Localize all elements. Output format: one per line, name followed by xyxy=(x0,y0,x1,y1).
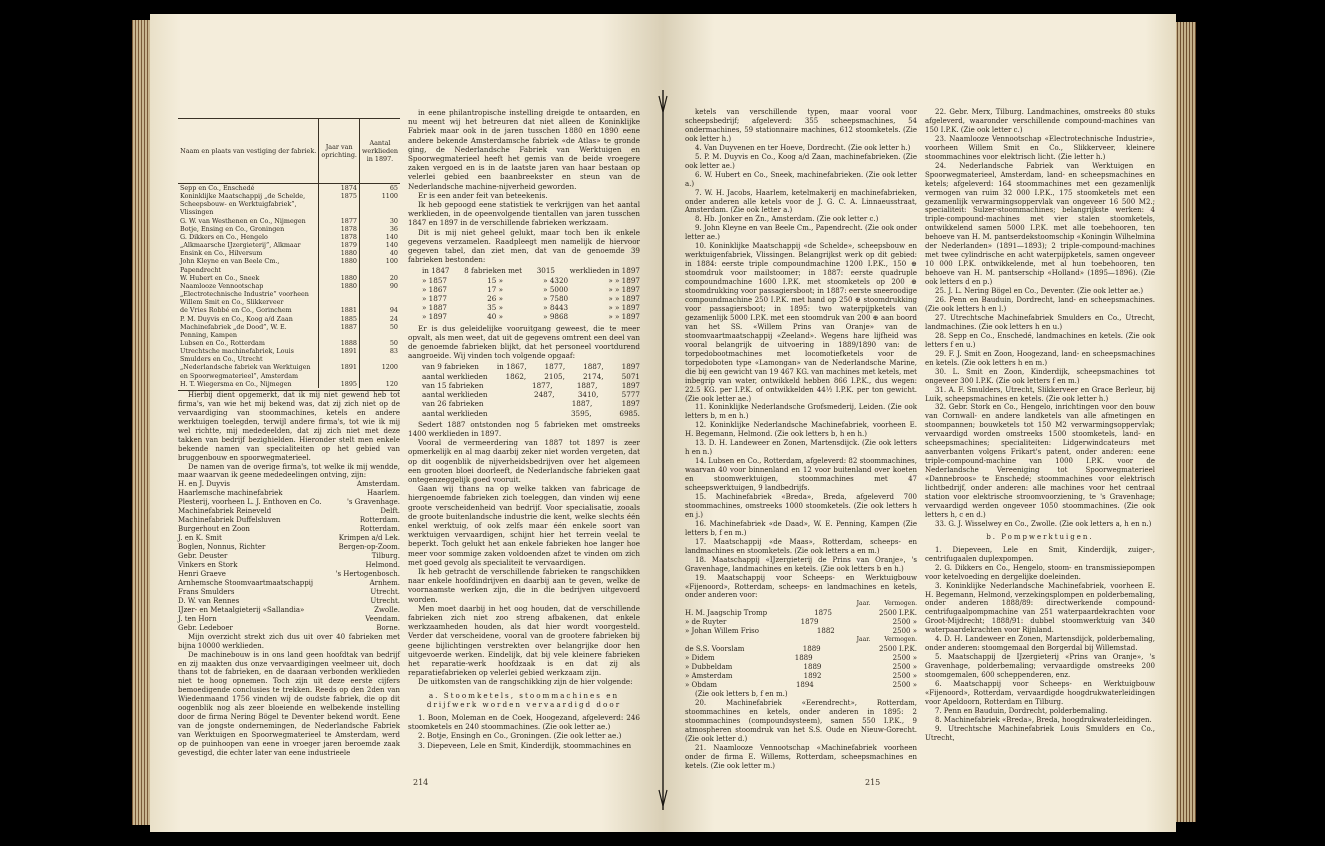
factory-table-header-workers: Aantal werklieden in 1897. xyxy=(359,119,400,184)
firm-location: Rotterdam. xyxy=(359,516,400,525)
ship-cell: 1889 xyxy=(803,663,822,672)
firm-location: Krimpen a/d Lek. xyxy=(338,534,400,543)
firm-name: Vinkers en Stork xyxy=(178,561,238,570)
paragraph: Dit is mij niet geheel gelukt, maar toch ben ik enkele gegevens verzamelen. Raadpleegt men namelijk de hiervoor gegeven tabel, dan ziet men, dat van de genoemde 39 fabrieken bestonden: xyxy=(408,227,640,265)
table-row xyxy=(178,184,400,193)
worker-table-cell: » 1887 xyxy=(422,303,447,313)
founding-year-cell: 1879 xyxy=(319,241,360,249)
factory-name-cell: John Kleyne en van Beele Cm., Papendrecht xyxy=(180,257,280,274)
list-item: 3. Koninklijke Nederlandsche Machinefabriek, voorheen E. H. Begemann, Helmond, verzekingsplompen en polderbemaling, onder anderen 1888/89: directwerkende compound-centrifugaalpompmachine van 251 waterpaardekrachten voor Groot-Mijdrecht; 1888/91: dubbel stoomwerktuig van 340 waterpaardekrachten voor Rijnland. xyxy=(925,581,1155,635)
factory-table xyxy=(178,118,400,388)
firm-name: Boglen, Nonnus, Richter xyxy=(178,543,266,552)
growth-table-cell: 5777 xyxy=(621,390,640,400)
table-row xyxy=(178,282,400,306)
worker-table-row xyxy=(422,312,640,321)
ship-table-header-2 xyxy=(685,636,917,645)
paragraph: in eene philantropische instelling dreigde te ontaarden, en nu meent wij het betreuren dat niet alleen de Koninklijke Fabriek maar ook in de jaren tusschen 1880 en 1890 eene andere bekende Amsterdamsche fabriek «de Atlas» te gronde ging, de Nederlandsche Fabriek van Werktuigen en Spoorwegmaterieel heeft het gemis van de beide vroegere zaken vergoed en is in de laatste jaren van haar bestaan op velerlei gebied een baanbreekster en steun van de Nederlandsche machine-nijverheid geworden. xyxy=(408,108,640,191)
firm-list-item xyxy=(178,516,400,525)
list-item: ketels van verschillende typen, maar vooral voor scheepsbedrijf; afgeleverd: 355 scheepsmachines, 54 ondermachines, 59 stationnaire machines, 612 stoomketels. (Zie ook letter h.) xyxy=(685,108,917,143)
section-heading-b: b. Pompwerktuigen. xyxy=(986,532,1094,541)
list-item: 9. John Kleyne en van Beele Cm., Papendrecht. (Zie ook onder letter ae.) xyxy=(685,224,917,242)
firm-name: Machinefabriek Reineveld xyxy=(178,507,272,516)
worker-count-cell: 50 xyxy=(359,339,400,347)
paragraph: De uitkomsten van de rangschikking zijn de hier volgende: xyxy=(418,677,633,687)
ship-cell: 2500 » xyxy=(892,618,917,627)
ship-cell: 2500 I.P.K. xyxy=(878,609,917,618)
firm-name: Gebr. Deuster xyxy=(178,552,228,561)
list-item: 3. Diepeveen, Lele en Smit, Kinderdijk, stoommachines en xyxy=(418,740,632,750)
list-item: 8. Machinefabriek «Breda», Breda, hoogdrukwaterleidingen. xyxy=(935,715,1152,724)
list-item: 21. Naamlooze Vennootschap «Machinefabriek voorheen onder de firma E. Willems, Rotterdam, scheepsmachines en ketels. (Zie ook letter m.) xyxy=(685,743,917,770)
worker-table-cell: » 1867 xyxy=(422,284,447,294)
founding-year-cell: 1878 xyxy=(319,225,360,233)
growth-table-row xyxy=(422,409,640,418)
list-item: 19. Maatschappij voor Scheeps- en Werktuigbouw «Fijenoord», Rotterdam, scheeps- en landmachines en ketels, onder anderen voor: xyxy=(685,573,917,600)
ship-cell: » Obdam xyxy=(685,681,718,689)
growth-table-cell: 1877, xyxy=(532,380,553,390)
paragraph: De namen van de overige firma's, tot welke ik mij wendde, maar waarvan ik geene mededeelingen ontving, zijn: xyxy=(178,462,400,480)
ship-table-header xyxy=(685,600,917,609)
paragraph: Vooral de vermeerdering van 1887 tot 1897 is zeer opmerkelijk en al mag daarbij zeker niet worden vergeten, dat op dit oogenblik de nijverheidsbedrijven over het algemeen een grooten bloei doorleeft, de Nederlandsche fabrieken gaat ontegenzeggelijk goed vooruit. xyxy=(408,438,640,484)
factory-name-cell: W. Hubert en Co., Sneek xyxy=(180,273,260,282)
firm-name: Arnhemsche Stoomvaartmaatschappij xyxy=(178,578,314,587)
growth-table-cell: 2174, xyxy=(582,371,604,381)
table-row xyxy=(178,274,400,282)
worker-table-row xyxy=(422,285,640,294)
firm-name: Burgerhout en Zoon xyxy=(178,525,250,534)
table-row xyxy=(178,347,400,363)
list-item: 23. Naamlooze Vennootschap «Electrotechnische Industrie», voorheen Willem Smit en Co., Slikkerveer, kleinere stoommachines voor elektrisch licht. (Zie letter h.) xyxy=(925,134,1155,161)
firm-location: Amsterdam. xyxy=(356,480,400,489)
growth-table-row xyxy=(422,372,640,381)
table-row xyxy=(178,257,400,273)
firm-list-item xyxy=(178,597,400,606)
ship-header-power-2: Vermogen. xyxy=(884,636,917,644)
worker-table-row xyxy=(422,276,640,285)
ship-cell: H. M. Jaagschip Tromp xyxy=(685,609,768,618)
list-item: 17. Maatschappij «de Maas», Rotterdam, scheeps- en landmachines en stoomketels. (Zie ook letters a en m.) xyxy=(685,537,917,555)
firm-name: Frans Smulders xyxy=(178,587,235,596)
founding-year-cell: 1888 xyxy=(319,339,360,347)
factory-table-header-year: Jaar van oprichting. xyxy=(319,119,360,184)
list-item: 25. J. L. Nering Bögel en Co., Deventer. (Zie ook letter ae.) xyxy=(935,287,1144,296)
worker-table-cell: » 8443 xyxy=(543,303,569,313)
worker-table-cell: 35 » xyxy=(487,303,503,313)
firm-location: Borne. xyxy=(376,623,400,632)
firm-location: Delft. xyxy=(380,507,400,516)
factory-name-cell: Koninklijke Maatschappij „de Schelde, Scheepsbouw- en Werktuigfabriek”, Vlissingen xyxy=(180,192,306,217)
firm-name: J. ten Horn xyxy=(178,614,217,623)
ship-table-2 xyxy=(685,645,917,690)
factory-name-cell: Sepp en Co., Enschedé xyxy=(180,184,255,192)
founding-year-cell: 1880 xyxy=(319,274,360,282)
firm-location: Utrecht. xyxy=(370,587,400,596)
founding-year-cell: 1891 xyxy=(319,347,360,363)
firm-list-item xyxy=(178,543,400,552)
list-item: 13. D. H. Landeweer en Zonen, Martensdijck. (Zie ook letters h en n.) xyxy=(685,439,917,457)
worker-count-cell: 140 xyxy=(359,241,400,249)
paragraph: Men moet daarbij in het oog houden, dat de verschillende fabrieken zich niet zoo streng afbakenen, dat enkele werkzaamheden houden, als dat hier wordt voorgesteld. Verder dat verscheidene, vooral van de grootere fabrieken bij geene bijlichtingen verstrekten over belangrijke door hen uitgevoerde werken. Eindelijk, dat bij vele kleinere fabrieken het reparatie-werk hoofdzaak is en dat zij als reparatiefabrieken op velerlei gebied werkzaam zijn. xyxy=(408,603,640,678)
factory-table-header-name: Naam en plaats van vestiging der fabriek. xyxy=(178,119,319,184)
firm-location: 's Gravenhage. xyxy=(347,498,400,507)
firm-name: IJzer- en Metaalgieterij «Sallandia» xyxy=(178,605,305,614)
ship-cell: 1889 xyxy=(794,654,813,663)
book-edge-right xyxy=(1174,22,1196,822)
table-row xyxy=(178,233,400,241)
growth-table-cell: 1897 xyxy=(621,362,640,372)
firm-location: Rotterdam. xyxy=(359,525,400,534)
firm-list-item xyxy=(178,561,400,570)
growth-table-cell: 1897 xyxy=(621,399,640,409)
factory-name-cell: G. W. van Westhenen en Co., Nijmegen xyxy=(180,216,306,225)
ship-cell: 2500 » xyxy=(892,663,917,672)
firm-list-item xyxy=(178,624,400,633)
firm-location: 's Hertogenbosch. xyxy=(335,569,400,578)
worker-table-cell: 40 » xyxy=(487,312,503,322)
table-row xyxy=(178,217,400,225)
factory-name-cell: P. M. Duyvis en Co., Koog a/d Zaan xyxy=(180,314,293,323)
right-page xyxy=(663,14,1176,832)
list-item: 31. A. F. Smulders, Utrecht, Slikkerveer en Grace Berleur, bij Luik, scheepsmachines en ketels. (Zie ook letter h.) xyxy=(925,385,1155,403)
ship-row xyxy=(685,654,917,663)
factory-name-cell: „Alkmaarsche IJzergieterij”, Alkmaar xyxy=(180,241,301,250)
growth-table-cell: van 15 fabrieken xyxy=(422,380,484,390)
ship-cell: » Didem xyxy=(685,654,715,663)
factory-name-cell: Lubsen en Co., Rotterdam xyxy=(180,338,265,347)
growth-table-cell: 3410, xyxy=(577,390,599,400)
firm-list-item xyxy=(178,615,400,624)
firm-list-item xyxy=(178,588,400,597)
worker-table-cell: » 1877 xyxy=(422,294,447,304)
growth-table-cell: van 9 fabrieken xyxy=(422,362,479,372)
worker-table-cell: » » 1897 xyxy=(608,294,640,304)
growth-table-cell: 6985. xyxy=(619,408,640,418)
table-row xyxy=(178,192,400,216)
firm-location: Veendam. xyxy=(365,614,400,623)
firm-location: Bergen-op-Zoom. xyxy=(338,543,400,552)
growth-table-row xyxy=(422,362,640,371)
founding-year-cell: 1895 xyxy=(319,380,360,388)
ship-row xyxy=(685,627,917,636)
worker-count-cell: 40 xyxy=(359,249,400,257)
list-item: 16. Machinefabriek «de Daad», W. E. Penning, Kampen (Zie letters b, f en m.) xyxy=(685,519,917,537)
left-page-column-2 xyxy=(408,108,640,750)
list-item: 26. Penn en Bauduin, Dordrecht, land- en scheepsmachines. (Zie ook letters h en l.) xyxy=(925,296,1155,313)
list-item: 4. D. H. Landeweer en Zonen, Martensdijck, polderbemaling, onder anderen: stoomgemaal den Borgerdal bij Willemstad. xyxy=(925,635,1155,653)
left-page xyxy=(150,14,663,832)
list-item: 10. Koninklijke Maatschappij «de Schelde», scheepsbouw en werktuigenfabriek, Vlissingen. Belangrijkst werk op dit gebied: in 1884: eerste triple compoundmachine 1200 I.P.K., 150 ⊕ stoomdruk voor mailstoomer; in 1887: eerste quadruple compoundmachine 1600 I.P.K. met stoomketels op 200 ⊕ stoomdrukking voor passagiersboot; in 1887: eerste sneeroodige compoundmachine 250 I.P.K. met hand op 250 ⊕ stoomdrukking voor passagiersboot; in 1895: two waterpijpketels van gezamenlijk 5000 I.P.K. met een stoomdruk van 200 ⊕ aan boord van het SS. «Willem Prins van Oranje» van de stoomvaartmaatschappij «Zeeland». Wegens hare lijfheid was vooral belangrijk de uitvoering in 1889/1890 van: de torpedobootmachines met locomotiefketels voor de torpedoboten type «Lamongan» van de Nederlandsche Marine, die bij een gewicht van 19 467 KG. van machines met ketels, met inbegrip van water, ontwikkeld hebben 866 I.P.K., dus wegen: 22.5 KG. per I.P.K. of ontwikkelden 44½ I.P.K. per ton gewicht. (Zie ook letter ae.) xyxy=(685,242,917,403)
growth-table-cell: aantal werklieden xyxy=(422,371,488,381)
founding-year-cell: 1880 xyxy=(319,282,360,306)
ship-row xyxy=(685,663,917,672)
growth-table-cell: 2105, xyxy=(544,371,565,381)
growth-table-cell: 3595, xyxy=(570,408,592,418)
ship-cell: » de Ruyter xyxy=(685,618,727,627)
left-page-column-1 xyxy=(178,118,400,758)
growth-table xyxy=(422,362,640,417)
firm-list-item xyxy=(178,498,400,507)
ship-cell: 1882 xyxy=(816,627,835,636)
firm-name: D. W. van Rennes xyxy=(178,596,240,605)
table-row xyxy=(178,323,400,339)
worker-count-cell: 50 xyxy=(359,323,400,339)
firm-list-item xyxy=(178,480,400,489)
firm-name: Gebr. Ledeboer xyxy=(178,623,233,632)
ship-cell: 1889 xyxy=(802,645,821,654)
firm-location: Zwolle. xyxy=(374,605,400,614)
paragraph: Er is een ander feit van beteekenis. xyxy=(418,190,548,200)
worker-count-cell: 140 xyxy=(359,233,400,241)
factory-name-cell: G. Dikkers en Co., Hengelo xyxy=(180,232,268,241)
worker-table-cell: » 1857 xyxy=(422,275,447,285)
worker-table-cell: » » 1897 xyxy=(608,284,640,294)
list-item: 6. Maatschappij voor Scheeps- en Werktuigbouw «Fijenoord», Rotterdam, vervaardigde hoogdrukwaterleidingen voor Apeldoorn, Rotterdam en Tilburg. xyxy=(925,680,1155,706)
table-row xyxy=(178,339,400,347)
open-book xyxy=(150,14,1176,832)
ship-cell: 1894 xyxy=(795,681,814,689)
founding-year-cell: 1877 xyxy=(319,217,360,225)
growth-table-cell: 1897 xyxy=(621,380,640,390)
ship-cell: de S.S. Voorslam xyxy=(685,645,745,654)
founding-year-cell: 1891 xyxy=(319,363,360,379)
worker-table-cell: in 1847 xyxy=(422,266,450,276)
worker-count-cell: 1200 xyxy=(359,363,400,379)
firm-location: Tilburg. xyxy=(371,552,400,561)
page-number-left: 214 xyxy=(413,778,429,787)
growth-table-cell: 2487, xyxy=(534,390,555,400)
paragraph: Ik heb getracht de verschillende fabrieken te rangschikken naar enkele hoofdindrijven en daarbij aan te geven, welke de voornaamste werken zijn, die in die bedrijven uitgevoerd worden. xyxy=(408,566,640,604)
paragraph: Hierbij dient opgemerkt, dat ik mij niet gewend heb tot firma's, van wie het mij bekend was, dat zij zich niet op de vervaardiging van stoommachines, ketels en andere werktuigen toelegden, terwijl andere firma's, tot wie ik mij wel richtte, mij mededeelden, dat zij zich niet met deze takken van bedrijf bezighielden. Hieronder stelt men enkele bekende namen van specialiteiten op het gebied van bruggenbouw en spoorwegmaterieel. xyxy=(178,390,400,462)
list-item: 7. Penn en Bauduin, Dordrecht, polderbemaling. xyxy=(935,706,1108,715)
worker-table-cell: 15 » xyxy=(487,275,503,285)
founding-year-cell: 1878 xyxy=(319,233,360,241)
list-item: 30. L. Smit en Zoon, Kinderdijk, scheepsmachines tot ongeveer 300 I.P.K. (Zie ook letters f en m.) xyxy=(925,367,1155,385)
worker-count-cell: 120 xyxy=(359,380,400,388)
growth-table-cell: 1887, xyxy=(571,399,593,409)
ship-row xyxy=(685,645,917,654)
ship-header-power: Vermogen. xyxy=(884,600,917,608)
firm-name: Haarlemsche machinefabriek xyxy=(178,489,283,498)
worker-count-cell: 30 xyxy=(359,217,400,225)
growth-table-cell: 5071 xyxy=(621,371,640,381)
worker-table-cell: 3015 xyxy=(536,266,555,276)
worker-table-cell: 8 fabrieken met xyxy=(464,266,523,276)
ship-cell: 2500 » xyxy=(892,672,917,681)
table-row xyxy=(178,225,400,233)
table-row xyxy=(178,306,400,314)
ship-cell: 1879 xyxy=(800,618,819,627)
bookmark-ribbon-icon xyxy=(656,90,670,810)
ship-cell: 2500 » xyxy=(892,681,917,689)
book-edge-left xyxy=(132,20,152,825)
list-item: 29. F. J. Smit en Zoon, Hoogezand, land- en scheepsmachines en ketels. (Zie ook letters h en m.) xyxy=(925,349,1155,367)
worker-count-cell: 90 xyxy=(359,282,400,306)
list-item: 15. Machinefabriek «Breda», Breda, afgeleverd 700 stoommachines, omstreeks 1000 stoomketels. (Zie ook letters h en j.) xyxy=(685,492,917,519)
paragraph: Er is dus geleidelijke vooruitgang geweest, die te meer opvalt, als men weet, dat uit de gegevens omtrent een deel van de genoemde fabrieken blijkt, dat het personeel voortdurend aangroeide. Wij vinden toch volgende opgaaf: xyxy=(408,323,640,361)
list-item: 7. W. H. Jacobs, Haarlem, ketelmakerij en machinefabrieken, onder anderen alle ketels voor de J. G. C. A. Linnaeusstraat, Amsterdam. (Zie ook letter a.) xyxy=(685,188,917,215)
founding-year-cell: 1881 xyxy=(319,306,360,314)
growth-table-row xyxy=(422,381,640,390)
table-row xyxy=(178,241,400,249)
list-item: 8. Hb. Jonker en Zn., Amsterdam. (Zie ook letter c.) xyxy=(695,215,879,224)
page-number-right: 215 xyxy=(865,778,881,787)
list-item: (Zie ook letters b, f en m.) xyxy=(695,689,788,698)
founding-year-cell: 1880 xyxy=(319,257,360,273)
ship-cell: 2500 » xyxy=(892,654,917,663)
list-item: 5. Maatschappij de IJzergieterij «Prins van Oranje», 's Gravenhage, polderbemaling; vervaardigde omstreeks 200 stoomgemalen, 600 scheppenderen, enz. xyxy=(925,653,1155,680)
ship-cell: 1892 xyxy=(803,672,822,681)
list-item: 33. G. J. Wisselwey en Co., Zwolle. (Zie ook letters a, h en n.) xyxy=(935,519,1152,528)
paragraph: Gaan wij thans na op welke takken van fabricage de hiergenoemde fabrieken zich toeleggen, dan vinden wij eene groote verscheidenheid van bedrijf. Voor specialisatie, zooals de groote buitenlandsche industrie die kent, welke slechts één enkel werktuig, of ook zelfs maar één enkele soort van werktuigen vervaardigen, schijnt hier het terrein veelal te beperkt. Toch gelukt het aan enkele fabrieken hoe langer hoe meer voor sommige zaken voldoenden afzet te vinden om zich met goed gevolg als specialiteit te vervaardigen. xyxy=(408,484,640,567)
growth-table-row xyxy=(422,399,640,408)
worker-count-cell: 36 xyxy=(359,225,400,233)
founding-year-cell: 1885 xyxy=(319,315,360,323)
factory-name-cell: Ensink en Co., Hilversum xyxy=(180,249,263,258)
ship-cell: 2500 » xyxy=(892,627,917,636)
table-row xyxy=(178,315,400,323)
worker-table-cell: 26 » xyxy=(487,294,503,304)
firm-list-item xyxy=(178,507,400,516)
worker-table-cell: » 5000 xyxy=(543,284,569,294)
list-item: 27. Utrechtsche Machinefabriek Smulders en Co., Utrecht, landmachines. (Zie ook letters h en u.) xyxy=(925,313,1155,331)
ship-cell: » Dubbeldam xyxy=(685,663,733,672)
growth-table-cell: 1862, xyxy=(505,371,527,381)
firm-list-item xyxy=(178,570,400,579)
firm-list-item xyxy=(178,552,400,561)
table-row xyxy=(178,363,400,379)
factory-name-cell: Utrechtsche machinefabriek, Louis Smulders en Co., Utrecht xyxy=(180,347,294,364)
worker-table-cell: » 4320 xyxy=(543,275,569,285)
worker-count-cell: 24 xyxy=(359,315,400,323)
right-page-column-1 xyxy=(685,108,917,771)
list-item: 6. W. Hubert en Co., Sneek, machinefabrieken. (Zie ook letter a.) xyxy=(685,170,917,188)
list-item: 9. Utrechtsche Machinefabriek Louis Smulders en Co., Utrecht, xyxy=(925,724,1155,742)
ship-header-year: Jaar. xyxy=(856,600,871,608)
growth-table-cell: aantal werklieden xyxy=(422,408,488,418)
list-item: 1. Diepeveen, Lele en Smit, Kinderdijk, zuiger-, centrifugaalen duplexpompen. xyxy=(925,545,1155,563)
paragraph: De machinebouw is in ons land geen hoofdtak van bedrijf en zij maakten dus onze vervaardigingen veelmeer uit, doch thans tot de fabrieken, en de daaraan verbonden werklieden niet te hoog opnemen. Toch zijn uit deze eerste cijfers bemoedigende conclusies te trekken. Reeds op den 2den van Wiedenmaand 1756 vinden wij de oudste fabriek, die op dit oogenblik nog als zeer bloeiende en welbekende instelling door de firma Nering Bögel te Deventer bekend wordt. Eene van de jongste ondernemingen, de Nederlandsche Fabriek van Werktuigen en Spoorwegmaterieel te Amsterdam, werd op de puinhoopen van eene in vroeger jaren beroemde zaak gevestigd, die echter later van eene industrieele xyxy=(178,650,400,758)
right-page-column-2 xyxy=(925,108,1155,743)
firm-name: Plesterij, voorheen L. J. Enthoven en Co. xyxy=(178,498,322,507)
list-item: 22. Gebr. Merx, Tilburg. Landmachines, omstreeks 80 stuks afgeleverd, waaronder verschillende compound-machines van 150 I.P.K. (Zie ook letter c.) xyxy=(925,108,1155,134)
founding-year-cell: 1880 xyxy=(319,249,360,257)
ship-cell: » Amsterdam xyxy=(685,672,733,681)
list-item: 5. P. M. Duyvis en Co., Koog a/d Zaan, machinefabrieken. (Zie ook letter ae.) xyxy=(685,152,917,170)
worker-count-cell: 1100 xyxy=(359,192,400,216)
firm-list-item xyxy=(178,525,400,534)
paragraph: Mijn overzicht strekt zich dus uit over 40 fabrieken met bijna 10000 werklieden. xyxy=(178,632,400,650)
factory-name-cell: de Vries Robbé en Co., Gorinchem xyxy=(180,306,292,315)
factory-name-cell: Machinefabriek „de Dood”, W. E. Penning, Kampen xyxy=(180,322,287,339)
firm-name: Henri Graeve xyxy=(178,569,226,578)
worker-count-cell: 65 xyxy=(359,184,400,193)
firm-location: Haarlem. xyxy=(366,489,400,498)
worker-table-cell: » » 1897 xyxy=(608,303,640,313)
list-item: 2. Botje, Ensingh en Co., Groningen. (Zie ook letter ae.) xyxy=(418,731,622,741)
paragraph: Ik heb gepoogd eene statistiek te verkrijgen van het aantal werklieden, in de opeenvolgende tientallen van jaren tusschen 1847 en 1897 in de verschillende fabrieken werkzaam. xyxy=(408,200,640,228)
growth-table-cell: 1887, xyxy=(576,380,598,390)
firm-name: H. en J. Duyvis xyxy=(178,480,231,489)
table-row xyxy=(178,249,400,257)
growth-table-cell: in 1867, xyxy=(496,362,527,372)
ship-row xyxy=(685,618,917,627)
factory-name-cell: „Nederlandsche fabriek van Werktuigen en Spoorwegmaterieel”, Amsterdam xyxy=(180,363,311,380)
factory-name-cell: Naamlooze Vennootschap „Electrotechnische Industrie” voorheen Willem Smit en Co., Slikkerveer xyxy=(180,281,309,307)
worker-count-cell: 100 xyxy=(359,257,400,273)
worker-table-cell: » 1897 xyxy=(422,312,447,322)
firm-list-item xyxy=(178,489,400,498)
ship-cell: » Johan Willem Friso xyxy=(685,627,759,636)
list-item: 2. G. Dikkers en Co., Hengelo, stoom- en transmissiepompen voor ketelvoeding en dergelijke doeleinden. xyxy=(925,563,1155,581)
list-item: 24. Nederlandsche Fabriek van Werktuigen en Spoorwegmaterieel, Amsterdam, land- en scheepsmachines en ketels; afgeleverd: 164 stoommachines met een gezamenlijk vermogen van ruim 32 000 I.P.K., 175 stoomketels met een gezamenlijk verwarmingsoppervlak van ongeveer 16 500 M2.; specialiteit: Sulzer-stoommachines; belangrijkste werken: 4 triple-compound-machines met vier stalen stoomketels, ontwikkelend samen 5000 I.P.K. met alle toebehooren, ten behoeve van H. M. pantserdekstoomschip «Koningin Wilhelmina der Nederlanden» (1891—1893); 2 triple-compound-machines met twee cylindrische en acht waterpijpketels, samen ongeveer 10 000 I.P.K. ontwikkelende, met al hun toebehooren, ten behoeve van H. M. pantserschip «Holland» (1895—1896). (Zie ook letters d en p.) xyxy=(925,161,1155,287)
worker-count-cell: 20 xyxy=(359,274,400,282)
firm-location: Helmond. xyxy=(365,561,400,570)
worker-table-cell: werklieden in 1897 xyxy=(569,266,640,276)
firm-list-item xyxy=(178,579,400,588)
list-item: 4. Van Duyvenen en ter Hoeve, Dordrecht. (Zie ook letter h.) xyxy=(695,143,911,152)
firm-list-item xyxy=(178,534,400,543)
worker-count-table xyxy=(422,266,640,321)
ship-cell: 1875 xyxy=(814,609,832,618)
section-heading-a: a. Stoomketels, stoommachines en drijfwerk worden vervaardigd door xyxy=(426,690,622,709)
list-item: 18. Maatschappij «IJzergieterij de Prins van Oranje», 's Gravenhage, landmachines en ketels. (Zie ook letters b en h.) xyxy=(685,555,917,573)
worker-table-row xyxy=(422,303,640,312)
worker-table-row xyxy=(422,266,640,275)
paragraph: Sedert 1887 ontstonden nog 5 fabrieken met omstreeks 1400 werklieden in 1897. xyxy=(408,419,640,438)
worker-table-cell: » 7580 xyxy=(543,294,569,304)
list-item: 32. Gebr. Stork en Co., Hengelo, inrichtingen voor den bouw van Cornwall- en andere landketels van alle afmetingen en stoompannen; bouwketels tot 150 M2 verwarmingsoppervlak; vervaardigd worden omstreeks 1500 stoomketels, land- en scheepsmachines; specialiteiten: Lidgerwindcateurs met aanverbanten volgens Frikart's patent, onder anderen: eene triple-compound-machine van 1000 I.P.K. voor de Nederlandsche Vereeniging tot Spoorwegmaterieel «Dannebroos» te Enschedé; stoommachines voor elektrisch lichtbedrijf, onder anderen: alle machines voor het centraal station voor elektrische stroomvoorziening, te 's Gravenhage; vervaardigd werden ongeveer 1050 stoommachines. (Zie ook letters h, c en d.) xyxy=(925,403,1155,519)
firm-list xyxy=(178,480,400,632)
list-item: 20. Machinefabriek «Eerendrecht», Rotterdam, stoommachines en ketels, onder anderen in 1895: 2 stoommachines (compoundsysteem), samen 550 I.P.K., 9 atmospheren stoomdruk van het S.S. Oude en Nieuw-Gorecht. (Zie ook letter d.) xyxy=(685,698,917,743)
list-item: 1. Boon, Moleman en de Coek, Hoogezand, afgeleverd: 246 stoomketels en 240 stoommachines. (Zie ook letter ae.) xyxy=(408,713,640,732)
ship-cell: 2500 I.P.K. xyxy=(878,645,917,654)
list-item: 14. Lubsen en Co., Rotterdam, afgeleverd: 82 stoommachines, waarvan 40 voor binnenland en 12 voor buitenland over koeten en stoomwerktuigen, stoommachines met 47 scheepswerktuigen, 9 landbedrijfs. xyxy=(685,457,917,493)
growth-table-cell: 1877, xyxy=(544,362,566,372)
growth-table-cell: aantal werklieden xyxy=(422,390,488,400)
worker-table-cell: 17 » xyxy=(487,284,503,294)
founding-year-cell: 1874 xyxy=(319,184,360,193)
worker-table-cell: » » 1897 xyxy=(608,275,640,285)
factory-name-cell: Botje, Ensing en Co., Groningen xyxy=(180,224,285,233)
worker-table-cell: » 9868 xyxy=(543,312,569,322)
worker-count-cell: 94 xyxy=(359,306,400,314)
list-item: 12. Koninklijke Nederlandsche Machinefabriek, voorheen E. H. Begemann, Helmond. (Zie ook letters b, h en h.) xyxy=(685,421,917,439)
list-item: 28. Sepp en Co., Enschedé, landmachines en ketels. (Zie ook letters f en u.) xyxy=(925,331,1155,349)
ship-row xyxy=(685,681,917,690)
founding-year-cell: 1887 xyxy=(319,323,360,339)
firm-name: Machinefabriek Duffelsluven xyxy=(178,516,281,525)
worker-count-cell: 83 xyxy=(359,347,400,363)
growth-table-cell: 1887, xyxy=(583,362,604,372)
ship-table-1 xyxy=(685,609,917,636)
firm-list-item xyxy=(178,606,400,615)
ship-header-year-2: Jaar. xyxy=(856,636,871,644)
worker-table-row xyxy=(422,294,640,303)
firm-location: Arnhem. xyxy=(369,578,400,587)
firm-name: J. en K. Smit xyxy=(178,534,222,543)
growth-table-cell: van 26 fabrieken xyxy=(422,399,484,409)
list-item: 11. Koninklijke Nederlandsche Grofsmederij, Leiden. (Zie ook letters b, m en h.) xyxy=(685,403,917,421)
firm-location: Utrecht. xyxy=(370,596,400,605)
founding-year-cell: 1875 xyxy=(319,192,360,216)
table-row xyxy=(178,380,400,388)
growth-table-row xyxy=(422,390,640,399)
factory-name-cell: H. T. Wiegersma en Co., Nijmegen xyxy=(180,379,292,388)
ship-row xyxy=(685,672,917,681)
worker-table-cell: » » 1897 xyxy=(608,312,640,322)
ship-row xyxy=(685,609,917,618)
